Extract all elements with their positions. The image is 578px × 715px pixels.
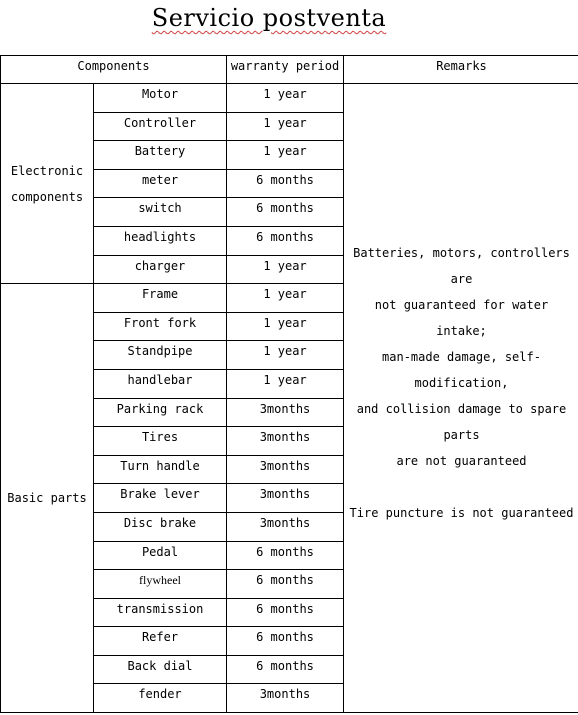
component-label: Controller — [123, 115, 197, 130]
component-label: Parking rack — [116, 401, 204, 416]
component-label: transmission — [116, 601, 204, 616]
component-name — [94, 369, 227, 398]
warranty-period-value: 3months — [227, 512, 344, 541]
remarks-line: man-made damage, self-modification, — [382, 350, 541, 391]
component-name — [94, 284, 227, 313]
remarks-line: and collision damage to spare parts — [356, 402, 567, 443]
component-label: Frame — [141, 287, 179, 302]
warranty-period-value: 6 months — [227, 655, 344, 684]
component-name — [94, 312, 227, 341]
component-label: Pedal — [141, 544, 179, 559]
component-name — [94, 541, 227, 570]
group-name-line: Electronic — [10, 163, 84, 178]
warranty-period-value: 1 year — [227, 312, 344, 341]
header-warranty-period: warranty period — [227, 56, 344, 84]
header-components: Components — [1, 56, 227, 84]
component-name — [94, 598, 227, 627]
remarks-line: are not guaranteed — [396, 454, 527, 469]
component-label: Brake lever — [120, 487, 200, 502]
component-label: flywheel — [139, 573, 181, 588]
component-label: headlights — [123, 229, 197, 244]
component-name — [94, 627, 227, 656]
component-name — [94, 455, 227, 484]
warranty-period-value: 6 months — [227, 169, 344, 198]
warranty-period-value: 3months — [227, 455, 344, 484]
component-name — [94, 169, 227, 198]
component-label: Refer — [141, 630, 179, 645]
warranty-period-value: 3months — [227, 427, 344, 456]
component-label: switch — [138, 201, 182, 216]
component-name — [94, 427, 227, 456]
warranty-period-value: 6 months — [227, 226, 344, 255]
warranty-period-value: 6 months — [227, 598, 344, 627]
component-label: Front fork — [123, 315, 197, 330]
warranty-period-value: 1 year — [227, 369, 344, 398]
warranty-period-value: 6 months — [227, 198, 344, 227]
component-name — [94, 226, 227, 255]
component-label: charger — [134, 258, 186, 273]
title-area — [0, 0, 578, 56]
component-name — [94, 512, 227, 541]
component-label: Back dial — [127, 658, 193, 673]
component-name — [94, 484, 227, 513]
remarks-note: Tire puncture is not guaranteed — [349, 506, 574, 521]
component-name — [94, 684, 227, 713]
warranty-period-value: 1 year — [227, 112, 344, 141]
remarks-line: Batteries, motors, controllers are — [353, 246, 570, 287]
remarks-spacer — [346, 474, 577, 500]
warranty-period-value: 3months — [227, 484, 344, 513]
component-name — [94, 112, 227, 141]
header-remarks: Remarks — [344, 56, 578, 84]
component-label: Disc brake — [123, 515, 197, 530]
warranty-period-value: 3months — [227, 398, 344, 427]
page-title: Servicio postventa — [151, 4, 387, 32]
warranty-period-value: 1 year — [227, 284, 344, 313]
component-label: Turn handle — [120, 458, 200, 473]
component-label: fender — [138, 687, 182, 702]
component-name — [94, 84, 227, 113]
warranty-table — [0, 55, 578, 713]
group-name: Basic parts — [7, 491, 87, 506]
warranty-period-value: 1 year — [227, 255, 344, 284]
table-row — [1, 84, 578, 113]
component-label: Standpipe — [127, 344, 193, 359]
component-name — [94, 255, 227, 284]
remarks-bottom-spacer — [346, 526, 577, 556]
component-name — [94, 198, 227, 227]
warranty-period-value: 1 year — [227, 84, 344, 113]
table-header-row — [1, 56, 578, 84]
warranty-period-value: 6 months — [227, 570, 344, 599]
component-label: handlebar — [127, 372, 193, 387]
component-label: Tires — [141, 430, 179, 445]
remarks-line: not guaranteed for water intake; — [374, 298, 549, 339]
group-name-cell — [1, 84, 94, 284]
warranty-period-value: 1 year — [227, 341, 344, 370]
component-label: Motor — [141, 87, 179, 101]
group-name-line: components — [10, 189, 84, 204]
component-label: Battery — [134, 144, 186, 159]
component-name — [94, 570, 227, 599]
warranty-period-value: 6 months — [227, 627, 344, 656]
component-name — [94, 398, 227, 427]
warranty-period-value: 6 months — [227, 541, 344, 570]
component-name — [94, 655, 227, 684]
group-name-cell — [1, 284, 94, 713]
component-label: meter — [141, 172, 179, 187]
component-name — [94, 141, 227, 170]
component-name — [94, 341, 227, 370]
warranty-period-value: 3months — [227, 684, 344, 713]
remarks-cell — [344, 84, 578, 713]
warranty-period-value: 1 year — [227, 141, 344, 170]
